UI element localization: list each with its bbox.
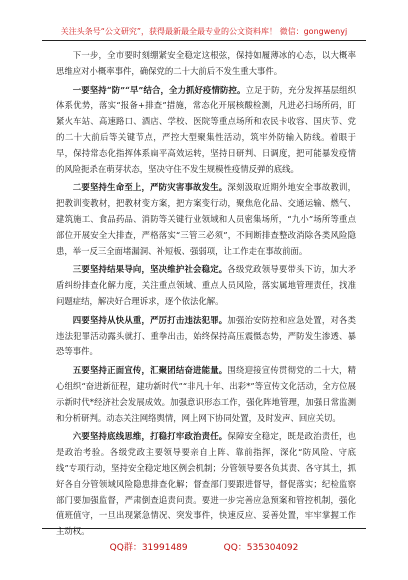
bottom-divider [42,528,366,529]
footer [0,540,408,553]
section-2 [56,180,356,259]
section-4-text: 加强治安防控和应急处置，对各类违法犯罪活动露头就打、重拳出击，始终保持高压震慑态势，严防发生渗透、暴恐等事件。 [56,314,357,357]
section-4-heading: 四要坚持从快从重，严厉打击违法犯罪。 [72,314,228,325]
qq-number: QQ：535304092 [223,543,299,553]
document-body [56,48,356,540]
qq-group-number: QQ群：31991489 [109,543,188,553]
section-1-text: 立足于防，充分发挥基层组织体系优势，落实“报备+排查”措施，常态化开展核酸检测，凡进必扫场所码，盯紧火车站、高速路口、酒店、学校、医院等重点场所和农民卡收容、国庆节、党的二十大前后等关键节点，严控大型聚集性活动，筑牢外防输入防线。着眼于早，保持常态化指挥体系扁平高效运转，坚持日研判、日调度，把可能暴发疫情的风险扼杀在萌芽状态，坚决守住不发生规模性疫情反弹的底线。 [56,84,356,174]
top-divider [42,40,366,41]
section-6-heading: 六要坚持底线思维，打稳打牢政治责任。 [72,431,228,442]
section-2-text: 深刻汲取近期外地安全事故教训，把教训变教材，把教材变方案，把方案变行动，聚焦危化品、交通运输、燃气、建筑施工、食品药品、消防等关键行业领域和人员密集场所，“九小”场所等重点部位开展安全大排查，严格落实“三管三必须”，不间断排查整改消除各类风险隐患，举一反三全面堵漏洞、补短板、强弱项，让工作走在事故前面。 [56,182,357,256]
section-3-text: 各级党政领导要带头下访，加大矛盾纠纷排查化解力度，关注重点领域、重点人员风险，落实属地管理责任，找准问题症结，解决好合理诉求，逐个依法化解。 [56,264,357,306]
intro-paragraph: 下一步，全市要时刻绷紧安全稳定这根弦，保持如履薄冰的心态，以大概率思维应对小概率事件，确保党的二十大前后不发生重大事件。 [56,50,356,76]
section-5 [56,363,356,426]
section-6-text: 保障安全稳定，既是政治责任，也是政治考验。各级党政主要领导要亲自上阵、靠前指挥，深化“防风险、守底线”专项行动，坚持安全稳定地区例会机制；分管领导要各负其责、各守其土，抓好各自分管领域风险隐患排查化解；督查部门要跟进督导，督促落实；纪检监察部门要加强监督，严肃倒查追责问责。要进一步完善应急预案和管控机制，强化值班值守，一旦出现紧急情况、突发事件，快速反应、妥善处置，牢牢掌握工作主动权。 [56,431,357,537]
section-6 [56,429,356,540]
section-1-heading: 一要坚持“防”“早”结合，全力抓好疫情防控。 [72,84,246,95]
section-5-text: 围绕迎接宣传贯彻党的二十大，精心组织“奋进新征程，建功新时代”“非凡十年、出彩*”等宣传文化活动，全方位展示新时代*经济社会发展成效。加强意识形态工作，强化阵地管理，加强日常监测和分析研判。动态关注网络舆情，网上网下协同处置，及时发声、回应关切。 [56,365,357,423]
section-1 [56,83,356,178]
section-3 [56,262,356,309]
section-5-heading: 五要坚持正面宣传，汇聚团结奋进能量。 [72,365,228,376]
section-3-heading: 三要坚持结果导向，坚决维护社会稳定。 [72,264,228,275]
section-2-heading: 二要坚持生命至上，严防灾害事故发生。 [72,182,228,193]
section-4 [56,313,356,360]
top-banner: 关注头条号“公文研究”，获得最新最全最专业的公文资料库！ 微信：gongwenyj [60,27,348,36]
